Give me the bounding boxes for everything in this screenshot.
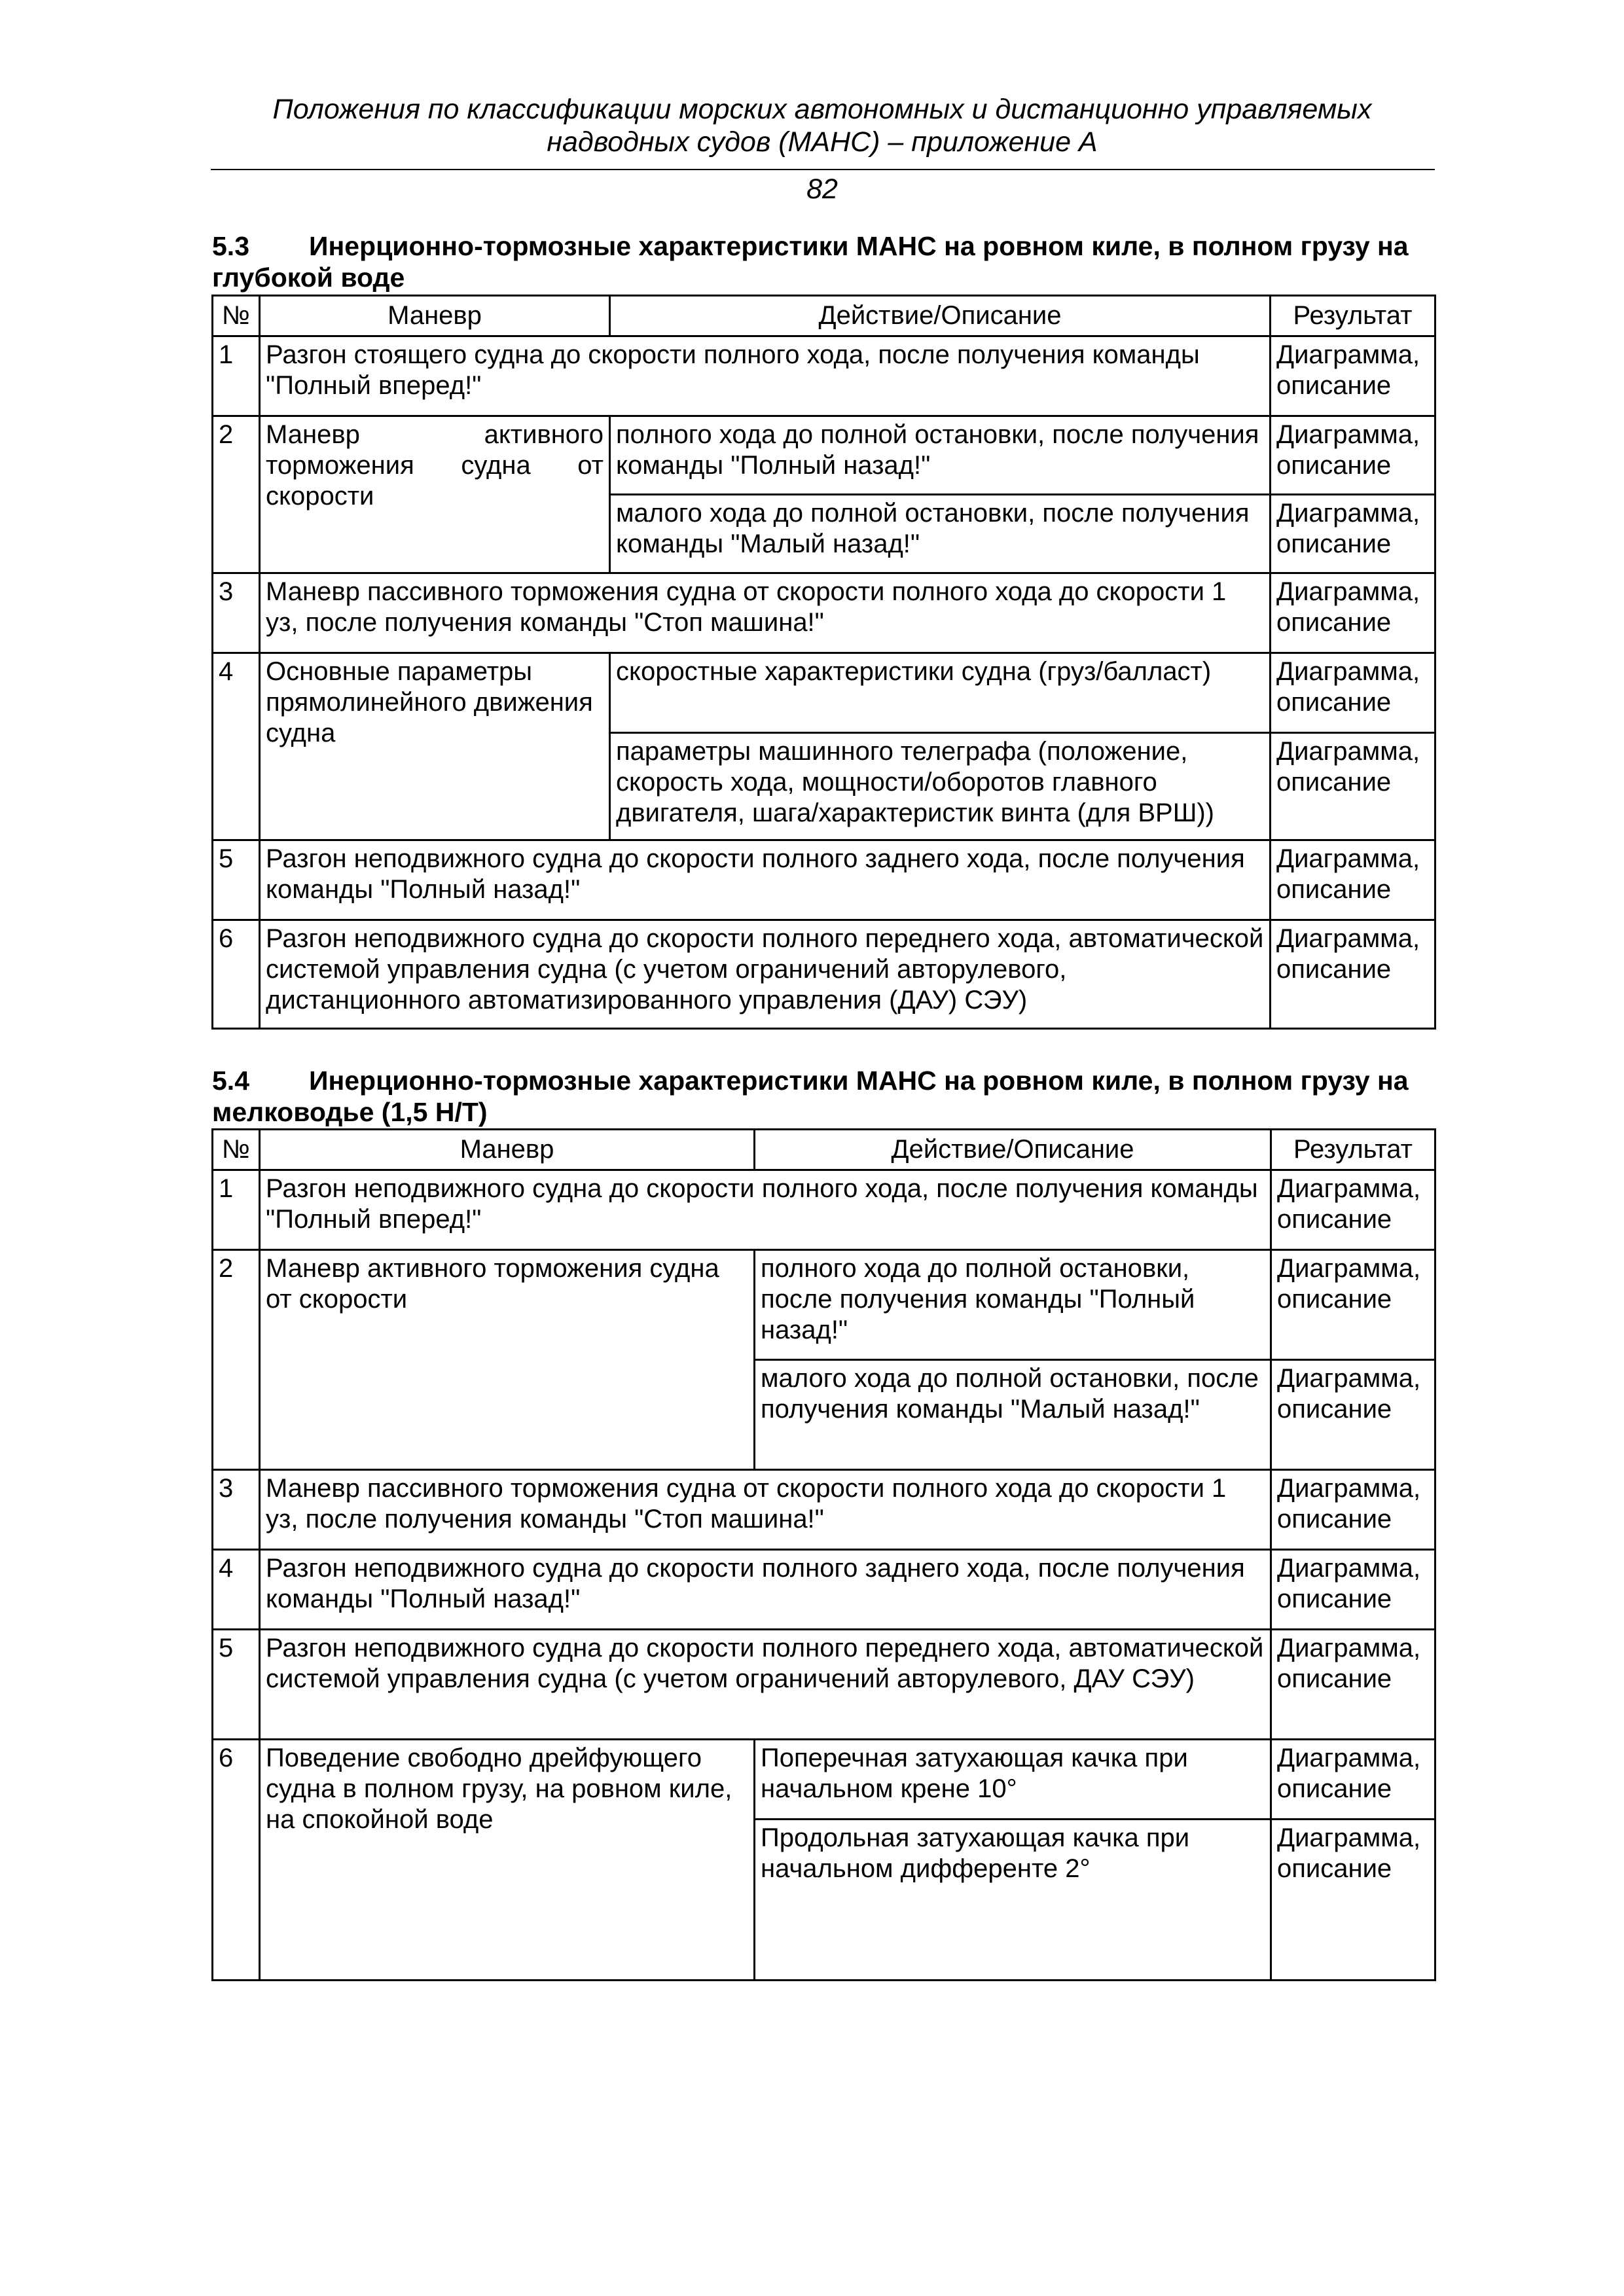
row-number: 1 xyxy=(213,336,260,416)
row-result: Диаграмма, описание xyxy=(1271,1550,1435,1630)
table-row xyxy=(213,1740,1435,1820)
row-number: 3 xyxy=(213,1470,260,1550)
col-header-maneuver: Маневр xyxy=(260,1130,755,1170)
row-number: 3 xyxy=(213,573,260,653)
row-result: Диаграмма, описание xyxy=(1271,1630,1435,1740)
table-header-row xyxy=(213,1130,1435,1170)
row-number: 6 xyxy=(213,1740,260,1981)
row-result: Диаграмма, описание xyxy=(1271,1470,1435,1550)
table-header-row xyxy=(213,296,1435,336)
col-header-result: Результат xyxy=(1271,296,1435,336)
row-number: 4 xyxy=(213,1550,260,1630)
row-number: 1 xyxy=(213,1170,260,1250)
row-action: Продольная затухающая качка при начальном дифференте 2° xyxy=(755,1820,1271,1981)
table-row xyxy=(213,1470,1435,1550)
row-result: Диаграмма, описание xyxy=(1271,653,1435,733)
section-title-line-2: мелководье (1,5 Н/Т) xyxy=(212,1097,488,1127)
row-maneuver: Поведение свободно дрейфующего судна в полном грузу, на ровном киле, на спокойной воде xyxy=(260,1740,755,1981)
table-5-4 xyxy=(211,1128,1436,1981)
row-result: Диаграмма, описание xyxy=(1271,733,1435,840)
row-result: Диаграмма, описание xyxy=(1271,416,1435,495)
table-row xyxy=(213,416,1435,495)
table-row xyxy=(213,1630,1435,1740)
row-number: 2 xyxy=(213,416,260,573)
table-row xyxy=(213,653,1435,733)
row-result: Диаграмма, описание xyxy=(1271,1820,1435,1981)
header-title-line-1: Положения по классификации морских автономных и дистанционно управляемых xyxy=(272,94,1372,125)
row-action: Поперечная затухающая качка при начальном крене 10° xyxy=(755,1740,1271,1820)
table-row xyxy=(213,1250,1435,1360)
row-number: 6 xyxy=(213,920,260,1029)
row-description: Маневр пассивного торможения судна от скорости полного хода до скорости 1 уз, после получения команды "Стоп машина!" xyxy=(260,1470,1271,1550)
row-result: Диаграмма, описание xyxy=(1271,840,1435,920)
row-action: полного хода до полной остановки, после получения команды "Полный назад!" xyxy=(755,1250,1271,1360)
page-header xyxy=(209,93,1435,158)
row-number: 5 xyxy=(213,840,260,920)
section-number: 5.4 xyxy=(212,1066,249,1096)
row-result: Диаграмма, описание xyxy=(1271,336,1435,416)
col-header-action: Действие/Описание xyxy=(755,1130,1271,1170)
col-header-action: Действие/Описание xyxy=(610,296,1271,336)
row-number: 4 xyxy=(213,653,260,840)
row-action: малого хода до полной остановки, после получения команды "Малый назад!" xyxy=(755,1360,1271,1470)
row-action: параметры машинного телеграфа (положение, скорость хода, мощности/оборотов главного двигателя, шага/характеристик винта (для ВРШ)) xyxy=(610,733,1271,840)
col-header-maneuver: Маневр xyxy=(260,296,610,336)
table-row xyxy=(213,920,1435,1029)
row-description: Разгон стоящего судна до скорости полного хода, после получения команды "Полный вперед!" xyxy=(260,336,1271,416)
row-result: Диаграмма, описание xyxy=(1271,1740,1435,1820)
row-result: Диаграмма, описание xyxy=(1271,1250,1435,1360)
row-description: Маневр пассивного торможения судна от скорости полного хода до скорости 1 уз, после получения команды "Стоп машина!" xyxy=(260,573,1271,653)
row-action: полного хода до полной остановки, после получения команды "Полный назад!" xyxy=(610,416,1271,495)
header-divider xyxy=(211,169,1435,170)
col-header-number: № xyxy=(213,1130,260,1170)
col-header-number: № xyxy=(213,296,260,336)
row-maneuver: Основные параметры прямолинейного движения судна xyxy=(260,653,610,840)
page-number: 82 xyxy=(806,173,838,205)
section-title-line-1: Инерционно-тормозные характеристики МАНС на ровном киле, в полном грузу на xyxy=(309,1066,1409,1096)
row-description: Разгон неподвижного судна до скорости полного хода, после получения команды "Полный вперед!" xyxy=(260,1170,1271,1250)
table-row xyxy=(213,336,1435,416)
section-5-3-heading xyxy=(212,230,1435,293)
section-title-line-1: Инерционно-тормозные характеристики МАНС на ровном киле, в полном грузу на xyxy=(309,231,1409,261)
row-result: Диаграмма, описание xyxy=(1271,495,1435,573)
section-5-4-heading xyxy=(212,1065,1435,1128)
table-row xyxy=(213,1550,1435,1630)
section-number: 5.3 xyxy=(212,231,249,261)
row-number: 5 xyxy=(213,1630,260,1740)
row-description: Разгон неподвижного судна до скорости полного переднего хода, автоматической системой управления судна (с учетом ограничений авторулевого, ДАУ СЭУ) xyxy=(260,1630,1271,1740)
row-description: Разгон неподвижного судна до скорости полного заднего хода, после получения команды "Полный назад!" xyxy=(260,840,1271,920)
table-row xyxy=(213,840,1435,920)
table-5-3 xyxy=(211,295,1436,1030)
row-description: Разгон неподвижного судна до скорости полного переднего хода, автоматической системой управления судна (с учетом ограничений авторулевого, дистанционного автоматизированного управления (ДАУ) СЭУ) xyxy=(260,920,1271,1029)
row-result: Диаграмма, описание xyxy=(1271,1360,1435,1470)
row-result: Диаграмма, описание xyxy=(1271,920,1435,1029)
row-description: Разгон неподвижного судна до скорости полного заднего хода, после получения команды "Полный назад!" xyxy=(260,1550,1271,1630)
row-number: 2 xyxy=(213,1250,260,1470)
row-maneuver: Маневр активного торможения судна от скорости xyxy=(260,1250,755,1470)
row-maneuver: Маневр активного торможения судна от скорости xyxy=(260,416,610,573)
row-result: Диаграмма, описание xyxy=(1271,573,1435,653)
row-action: малого хода до полной остановки, после получения команды "Малый назад!" xyxy=(610,495,1271,573)
table-row xyxy=(213,573,1435,653)
row-result: Диаграмма, описание xyxy=(1271,1170,1435,1250)
col-header-result: Результат xyxy=(1271,1130,1435,1170)
row-action: скоростные характеристики судна (груз/балласт) xyxy=(610,653,1271,733)
table-row xyxy=(213,1170,1435,1250)
section-title-line-2: глубокой воде xyxy=(212,262,405,293)
header-title-line-2: надводных судов (МАНС) – приложение А xyxy=(547,126,1098,158)
